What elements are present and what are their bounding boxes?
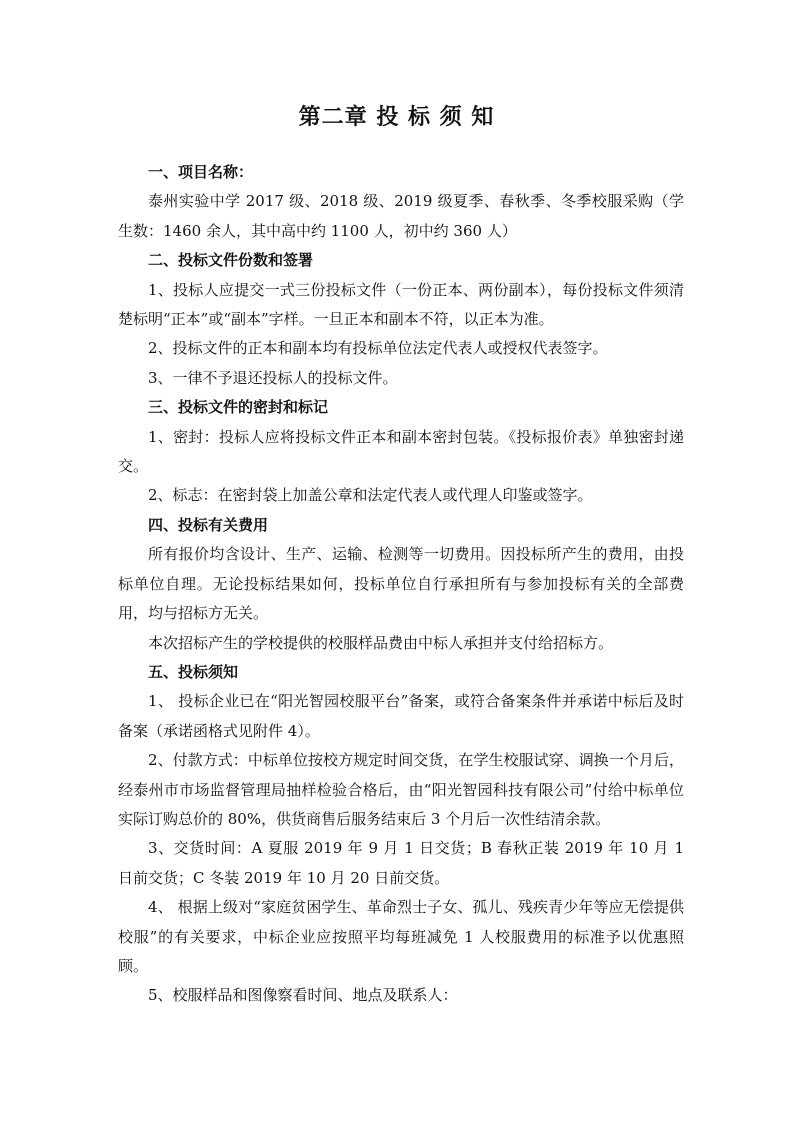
paragraph: 5、校服样品和图像察看时间、地点及联系人： [148,986,458,1005]
paragraph: 本次招标产生的学校提供的校服样品费由中标人承担并支付给招标方。 [148,633,614,652]
section-bid-costs [118,511,684,658]
paragraph: 1、 投标企业已在“阳光智园校服平台”备案，或符合备案条件并承诺中标后及时备案（承诺函格式见附件 4）。 [118,692,684,740]
section-heading: 三、投标文件的密封和标记 [148,398,329,417]
section-heading: 一、项目名称： [148,163,254,181]
section-project-name [118,158,684,246]
paragraph: 3、一律不予退还投标人的投标文件。 [148,368,398,387]
paragraph: 2、标志：在密封袋上加盖公章和法定代表人或代理人印鉴或签字。 [148,486,593,505]
paragraph: 3、交货时间：A 夏服 2019 年 9 月 1 日交货；B 春秋正装 2019 年 10 月 1 日前交货；C 冬装 2019 年 10 月 20 日前交货。 [118,839,684,887]
paragraph: 2、付款方式：中标单位按校方规定时间交货，在学生校服试穿、调换一个月后，经泰州市市场监督管理局抽样检验合格后，由“阳光智园科技有限公司”付给中标单位实际订购总价的 80%，供货商售后服务结束后 3 个月后一次性结清余款。 [118,751,684,828]
chapter-title: 第二章 投 标 须 知 [298,105,495,130]
paragraph: 1、投标人应提交一式三份投标文件（一份正本、两份副本），每份投标文件须清楚标明“正本”或“副本”字样。一旦正本和副本不符，以正本为准。 [118,280,684,329]
paragraph: 1、密封：投标人应将投标文件正本和副本密封包装。《投标报价表》单独密封递交。 [118,427,684,476]
paragraph: 2、投标文件的正本和副本均有投标单位法定代表人或授权代表签字。 [148,339,608,358]
section-heading: 五、投标须知 [148,662,239,681]
document-body [118,158,684,1011]
paragraph: 泰州实验中学 2017 级、2018 级、2019 级夏季、春秋季、冬季校服采购（学生数：1460 余人，其中高中约 1100 人，初中约 360 人） [118,192,684,240]
section-bid-notice [118,658,684,1011]
paragraph: 4、 根据上级对“家庭贫困学生、革命烈士子女、孤儿、残疾青少年等应无偿提供校服”的有关要求，中标企业应按照平均每班减免 1 人校服费用的标准予以优惠照顾。 [118,898,684,975]
section-bid-copies-signing [118,246,684,393]
section-sealing-marking [118,393,684,511]
section-heading: 四、投标有关费用 [148,515,269,534]
paragraph: 所有报价均含设计、生产、运输、检测等一切费用。因投标所产生的费用，由投标单位自理。无论投标结果如何，投标单位自行承担所有与参加投标有关的全部费用，均与招标方无关。 [118,545,684,623]
section-heading: 二、投标文件份数和签署 [148,251,314,270]
